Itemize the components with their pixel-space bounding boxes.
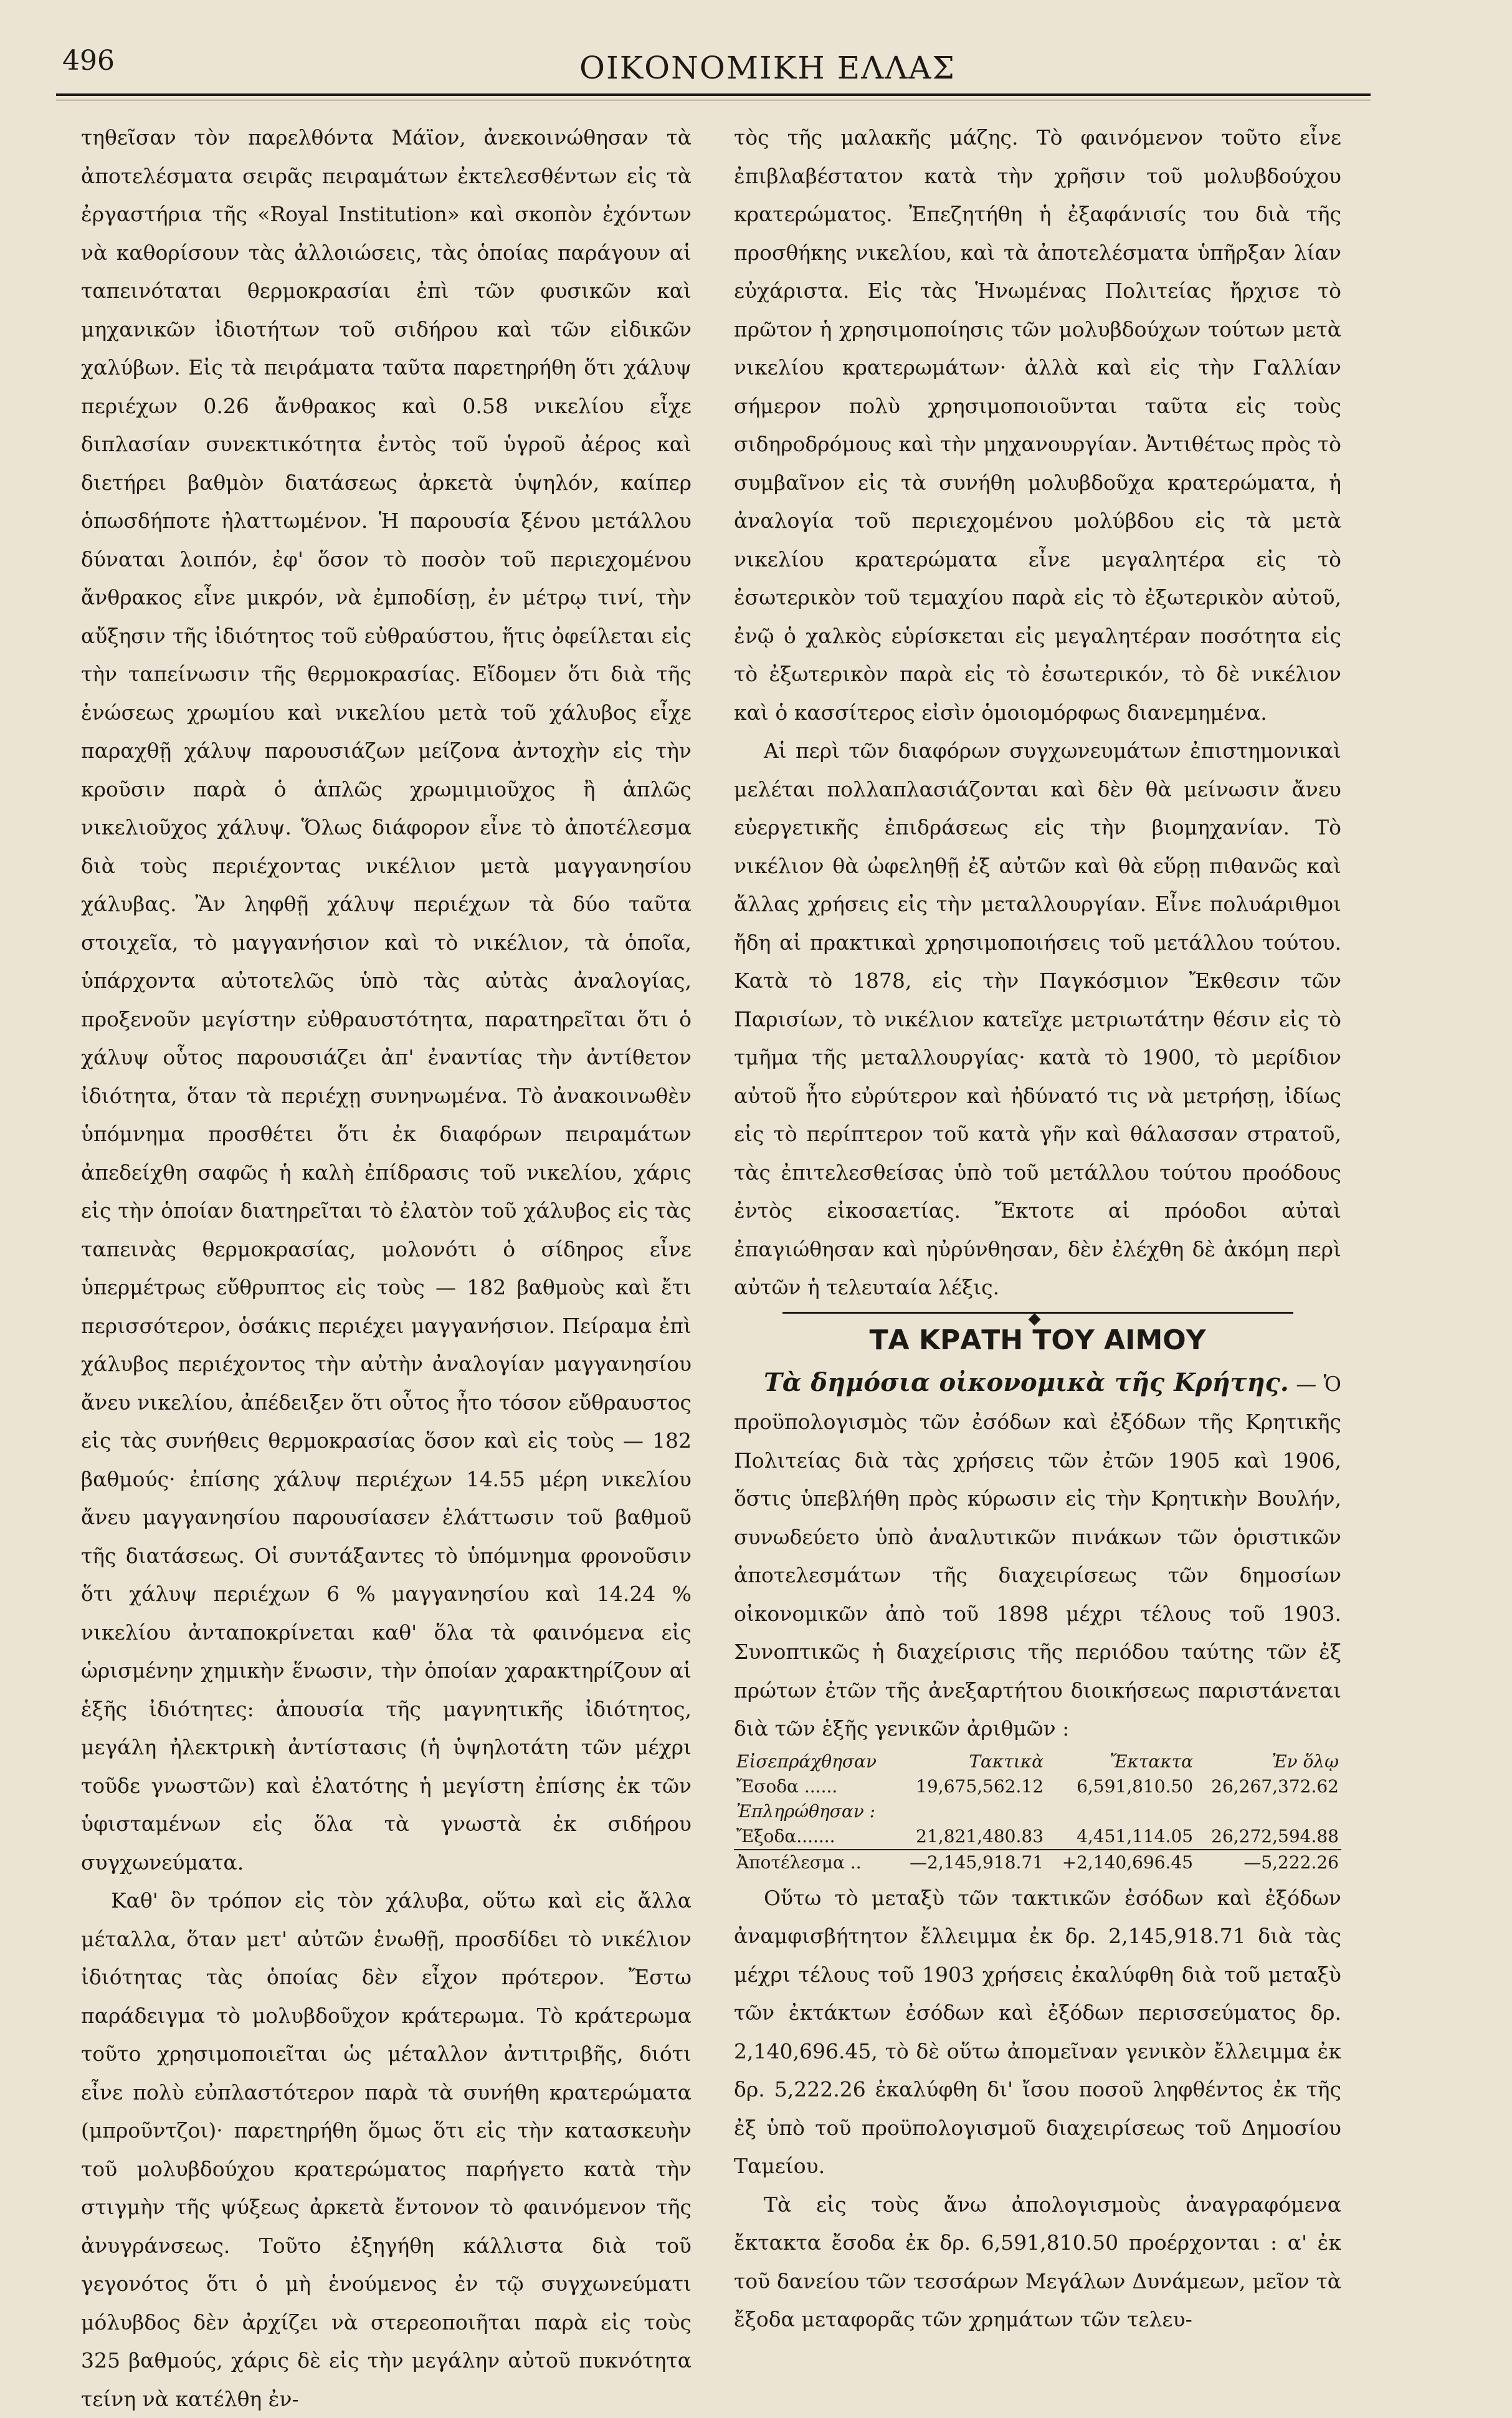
budget-header-total: Ἐν ὅλῳ (1272, 1751, 1339, 1772)
budget-cell: 19,675,562.12 (916, 1775, 1044, 1797)
budget-row-label: Ἀποτέλεσμα .. (734, 1850, 893, 1875)
budget-header-extraordinary: Ἔκτακτα (1110, 1751, 1194, 1772)
header-rule (56, 93, 1371, 96)
right-column (734, 118, 1341, 2339)
budget-table-header (734, 1749, 1341, 1774)
budget-cell: +2,140,696.45 (1046, 1850, 1196, 1875)
page-number: 496 (62, 45, 115, 77)
left-paragraph-2: Καθ' ὃν τρόπον εἰς τὸν χάλυβα, οὕτω καὶ εἰς ἄλλα μέταλλα, ὅταν μετ' αὐτῶν ἑνωθῇ, προσδίδει τὸ νικέλιον ἰδιότητας τὰς ὁποίας δὲν εἶχον πρότερον. Ἔστω παράδειγμα τὸ μολυβδοῦχον κράτερωμα. Τὸ κράτερωμα τοῦτο χρησιμοποιεῖται ὡς μέταλλον ἀντιτριβῆς, διότι εἶνε πολὺ εὐπλαστότερον παρὰ τὰ συνήθη κρατερώματα (μπροῦντζοι)· παρετηρήθη ὅμως ὅτι εἰς τὴν κατασκευὴν τοῦ μολυβδούχου κρατερώματος παρήγετο κατὰ τὴν στιγμὴν τῆς ψύξεως ἀρκετὰ ἔντονον τὸ φαινόμενον τῆς ἀνυγράνσεως. Τοῦτο ἐξηγήθη κάλλιστα διὰ τοῦ γεγονότος ὅτι ὁ μὴ ἑνούμενος ἐν τῷ συγχωνεύματι μόλυβδος δὲν ἀρχίζει νὰ στερεοποιῆται παρὰ εἰς τοὺς 325 βαθμούς, χάρις δὲ εἰς τὴν μεγάλην αὐτοῦ πυκνότητα τείνη νὰ κατέλθη ἐν- (81, 1888, 692, 2411)
budget-row-label: Ἔσοδα ...... (736, 1775, 838, 1797)
left-paragraph-1: τηθεῖσαν τὸν παρελθόντα Μάϊον, ἀνεκοινώθησαν τὰ ἀποτελέσματα σειρᾶς πειραμάτων ἐκτελεσθέντων εἰς τὰ ἐργαστήρια τῆς «Royal Institution» καὶ σκοπὸν ἐχόντων νὰ καθορίσουν τὰς ἀλλοιώσεις, τὰς ὁποίας παράγουν αἱ ταπεινόταται θερμοκρασίαι ἐπὶ τῶν φυσικῶν καὶ μηχανικῶν ἰδιοτήτων τοῦ σιδήρου καὶ τῶν εἰδικῶν χαλύβων. Εἰς τὰ πειράματα ταῦτα παρετηρήθη ὅτι χάλυψ περιέχων 0.26 ἄνθρακος καὶ 0.58 νικελίου εἶχε διπλασίαν συνεκτικότητα ἐντὸς τοῦ ὑγροῦ ἀέρος καὶ διετήρει βαθμὸν διατάσεως ἀρκετὰ ὑψηλόν, καίπερ ὁπωσδήποτε ἠλαττωμένον. Ἡ παρουσία ξένου μετάλλου δύναται λοιπόν, ἐφ' ὅσον τὸ ποσὸν τοῦ περιεχομένου ἄνθρακος εἶνε μικρόν, νὰ ἐμποδίσῃ, ἐν μέτρῳ τινί, τὴν αὔξησιν τῆς ἰδιότητος τοῦ εὐθραύστου, ἥτις ὀφείλεται εἰς τὴν ταπείνωσιν τῆς θερμοκρασίας. Εἴδομεν ὅτι διὰ τῆς ἑνώσεως χρωμίου καὶ νικελίου μετὰ τοῦ χάλυβος εἶχε παραχθῇ χάλυψ παρουσιάζων μείζονα ἀντοχὴν εἰς τὴν κροῦσιν παρὰ ὁ ἁπλῶς χρωμιμιοῦχος ἢ ἁπλῶς νικελιοῦχος χάλυψ. Ὅλως διάφορον εἶνε τὸ ἀποτέλεσμα διὰ τοὺς περιέχοντας νικέλιον μετὰ μαγγανησίου χάλυβας. Ἂν ληφθῇ χάλυψ περιέχων τὰ δύο ταῦτα στοιχεῖα, τὸ μαγγανήσιον καὶ τὸ νικέλιον, τὰ ὁποῖα, ὑπάρχοντα αὐτοτελῶς ὑπὸ τὰς αὐτὰς ἀναλογίας, προξενοῦν μεγίστην εὐθραυστότητα, παρατηρεῖται ὅτι ὁ χάλυψ οὗτος παρουσιάζει ἀπ' ἐναντίας τὴν ἀντίθετον ἰδιότητα, ὅταν τὰ περιέχῃ συνηνωμένα. Τὸ ἀνακοινωθὲν ὑπόμνημα προσθέτει ὅτι ἐκ διαφόρων πειραμάτων ἀπεδείχθη σαφῶς ἡ καλὴ ἐπίδρασις τοῦ νικελίου, χάρις εἰς τὴν ὁποίαν διατηρεῖται τὸ ἐλατὸν τοῦ χάλυβος εἰς τὰς ταπεινὰς θερμοκρασίας, μολονότι ὁ σίδηρος εἶνε ὑπερμέτρως εὔθρυπτος εἰς τοὺς — 182 βαθμοὺς καὶ ἔτι περισσότερον, ὁσάκις περιέχει μαγγανήσιον. Πείραμα ἐπὶ χάλυβος περιέχοντος τὴν αὐτὴν ἀναλογίαν μαγγανησίου ἄνευ νικελίου, ἀπέδειξεν ὅτι οὗτος ἦτο τόσον εὔθραυστος εἰς τὰς συνήθεις θερμοκρασίας ὅσον καὶ εἰς τοὺς — 182 βαθμούς· ἐπίσης χάλυψ περιέχων 14.55 μέρη νικελίου ἄνευ μαγγανησίου παρουσίασεν ἐλάττωσιν τοῦ βαθμοῦ τῆς διατάσεως. Οἱ συντάξαντες τὸ ὑπόμνημα φρονοῦσιν ὅτι χάλυψ περιέχων 6 % μαγγανησίου καὶ 14.24 % νικελίου ἀνταποκρίνεται καθ' ὅλα τὰ φαινόμενα εἰς ὡρισμένην χημικὴν ἕνωσιν, τὴν ὁποίαν χαρακτηρίζουν αἱ ἑξῆς ἰδιότητες: ἀπουσία τῆς μαγνητικῆς ἰδιότητος, μεγάλη ἠλεκτρικὴ ἀντίστασις (ἡ ὑψηλοτάτη τῶν μέχρι τοῦδε γνωστῶν) καὶ ἐλατότης ἡ μεγίστη ἐπίσης ἐκ τῶν ὑφισταμένων εἰς ὅλα τὰ γνωστὰ ἐκ σιδήρου συγχωνεύματα. (81, 125, 692, 1875)
left-column (81, 118, 692, 2418)
budget-cell: 6,591,810.50 (1077, 1775, 1194, 1797)
budget-row-paid (734, 1799, 1341, 1824)
article-paragraph-1: Οὕτω τὸ μεταξὺ τῶν τακτικῶν ἐσόδων καὶ ἐξόδων ἀναμφισβήτητον ἔλλειμμα ἐκ δρ. 2,145,918.71 διὰ τὰς μέχρι τέλους τοῦ 1903 χρήσεις ἐκαλύφθη διὰ τοῦ μεταξὺ τῶν ἐκτάκτων ἐσόδων καὶ ἐξόδων περισσεύματος δρ. 2,140,696.45, τὸ δὲ οὕτω ἀπομεῖναν γενικὸν ἔλλειμμα ἐκ δρ. 5,222.26 ἐκαλύφθη δι' ἴσου ποσοῦ ληφθέντος ἐκ τῆς ἐξ ὑπὸ τοῦ προϋπολογισμοῦ διαχειρίσεως τοῦ Δημοσίου Ταμείου. (734, 1885, 1341, 2178)
budget-cell: 4,451,114.05 (1077, 1825, 1194, 1847)
budget-cell: —5,222.26 (1196, 1850, 1341, 1875)
article-heading-dash: — (1288, 1371, 1317, 1396)
budget-cell: 26,272,594.88 (1211, 1825, 1339, 1847)
right-paragraph-1: τὸς τῆς μαλακῆς μάζης. Τὸ φαινόμενον τοῦτο εἶνε ἐπιβλαβέστατον κατὰ τὴν χρῆσιν τοῦ μολυβδούχου κρατερώματος. Ἐπεζητήθη ἡ ἐξαφάνισίς του διὰ τῆς προσθήκης νικελίου, καὶ τὰ ἀποτελέσματα ὑπῆρξαν λίαν εὐχάριστα. Εἰς τὰς Ἡνωμένας Πολιτείας ἤρχισε τὸ πρῶτον ἡ χρησιμοποίησις τῶν μολυβδούχων τούτων μετὰ νικελίου κρατερωμάτων· ἀλλὰ καὶ εἰς τὴν Γαλλίαν σήμερον πολὺ χρησιμοποιοῦνται ταῦτα εἰς τοὺς σιδηροδρόμους καὶ τὴν μηχανουργίαν. Ἀντιθέτως πρὸς τὸ συμβαῖνον εἰς τὰ συνήθη μολυβδοῦχα κρατερώματα, ἡ ἀναλογία τοῦ περιεχομένου μολύβδου εἰς τὰ μετὰ νικελίου κρατερώματα εἶνε μεγαλητέρα εἰς τὸ ἐσωτερικὸν τοῦ τεμαχίου παρὰ εἰς τὸ ἐξωτερικὸν αὐτοῦ, ἐνῷ ὁ χαλκὸς εὑρίσκεται εἰς μεγαλητέραν ποσότητα εἰς τὸ ἐξωτερικὸν παρὰ εἰς τὸ ἐσωτερικόν, τὸ δὲ νικέλιον καὶ ὁ κασσίτερος εἰσὶν ὁμοιομόρφως διανεμημένα. (734, 125, 1341, 725)
budget-row-label: Ἐπληρώθησαν : (736, 1800, 876, 1822)
article-intro: Ὁ προϋπολογισμὸς τῶν ἐσόδων καὶ ἐξόδων τῆς Κρητικῆς Πολιτείας διὰ τὰς χρήσεις τῶν ἐτῶν 1905 καὶ 1906, ὅστις ὑπεβλήθη πρὸς κύρωσιν εἰς τὴν Κρητικὴν Βουλήν, συνωδεύετο ὑπὸ ἀναλυτικῶν πινάκων τῶν ὁριστικῶν ἀποτελεσμάτων τῆς διαχειρίσεως τῶν δημοσίων οἰκονομικῶν ἀπὸ τοῦ 1898 μέχρι τέλους τοῦ 1903. Συνοπτικῶς ἡ διαχείρισις τῆς περιόδου ταύτης τῶν ἐξ πρώτων ἐτῶν τῆς ἀνεξαρτήτου διοικήσεως παριστάνεται διὰ τῶν ἑξῆς γενικῶν ἀριθμῶν : (734, 1371, 1341, 1741)
budget-row-label: Ἔξοδα....... (736, 1825, 835, 1847)
section-heading: ΤΑ ΚΡΑΤΗ ΤΟΥ ΑΙΜΟΥ (869, 1324, 1206, 1356)
article-intro-paragraph (734, 1364, 1341, 1748)
right-paragraph-2: Αἱ περὶ τῶν διαφόρων συγχωνευμάτων ἐπιστημονικαὶ μελέται πολλαπλασιάζονται καὶ δὲν θὰ μείνωσιν ἄνευ εὐεργετικῆς ἐπιδράσεως εἰς τὴν βιομηχανίαν. Τὸ νικέλιον θὰ ὠφεληθῇ ἐξ αὐτῶν καὶ θὰ εὕρῃ πιθανῶς καὶ ἄλλας χρήσεις εἰς τὴν μεταλλουργίαν. Εἶνε πολυάριθμοι ἤδη αἱ πρακτικαὶ χρησιμοποιήσεις τοῦ μετάλλου τούτου. Κατὰ τὸ 1878, εἰς τὴν Παγκόσμιον Ἔκθεσιν τῶν Παρισίων, τὸ νικέλιον κατεῖχε μετριωτάτην θέσιν εἰς τὸ τμῆμα τῆς μεταλλουργίας· κατὰ τὸ 1900, τὸ μερίδιον αὐτοῦ ἦτο εὐρύτερον καὶ ἠδύνατό τις νὰ μετρήσῃ, ἰδίως εἰς τὸ περίπτερον τοῦ κατὰ γῆν καὶ θάλασσαν στρατοῦ, τὰς ἐπιτελεσθείσας ὑπὸ τοῦ μετάλλου τούτου προόδους ἐντὸς εἰκοσαετίας. Ἔκτοτε αἱ πρόοδοι αὐταὶ ἐπαγιώθησαν καὶ ηὐρύνθησαν, δὲν ἐλέχθη δὲ ἀκόμη περὶ αὐτῶν ἡ τελευταία λέξις. (734, 738, 1341, 1299)
budget-row-revenue (734, 1774, 1341, 1799)
section-separator (782, 1312, 1293, 1314)
budget-cell: 21,821,480.83 (916, 1825, 1044, 1847)
budget-cell: —2,145,918.71 (893, 1850, 1046, 1875)
budget-header-label: Εἰσεπράχθησαν (736, 1751, 877, 1772)
journal-title: ΟΙΚΟΝΟΜΙΚΗ ΕΛΛΑΣ (579, 50, 956, 86)
article-paragraph-2: Τὰ εἰς τοὺς ἄνω ἀπολογισμοὺς ἀναγραφόμενα ἔκτακτα ἔσοδα ἐκ δρ. 6,591,810.50 προέρχονται : α' ἐκ τοῦ δανείου τῶν τεσσάρων Μεγάλων Δυνάμεων, μεῖον τὰ ἔξοδα μεταφορᾶς τῶν χρημάτων τῶν τελευ- (734, 2192, 1341, 2331)
budget-cell: 26,267,372.62 (1211, 1775, 1339, 1797)
article-heading: Τὰ δημόσια οἰκονομικὰ τῆς Κρήτης. (764, 1367, 1289, 1397)
budget-row-result (734, 1850, 1341, 1875)
budget-header-ordinary: Τακτικὰ (969, 1751, 1044, 1772)
budget-table (734, 1749, 1341, 1875)
budget-row-expenses (734, 1824, 1341, 1850)
